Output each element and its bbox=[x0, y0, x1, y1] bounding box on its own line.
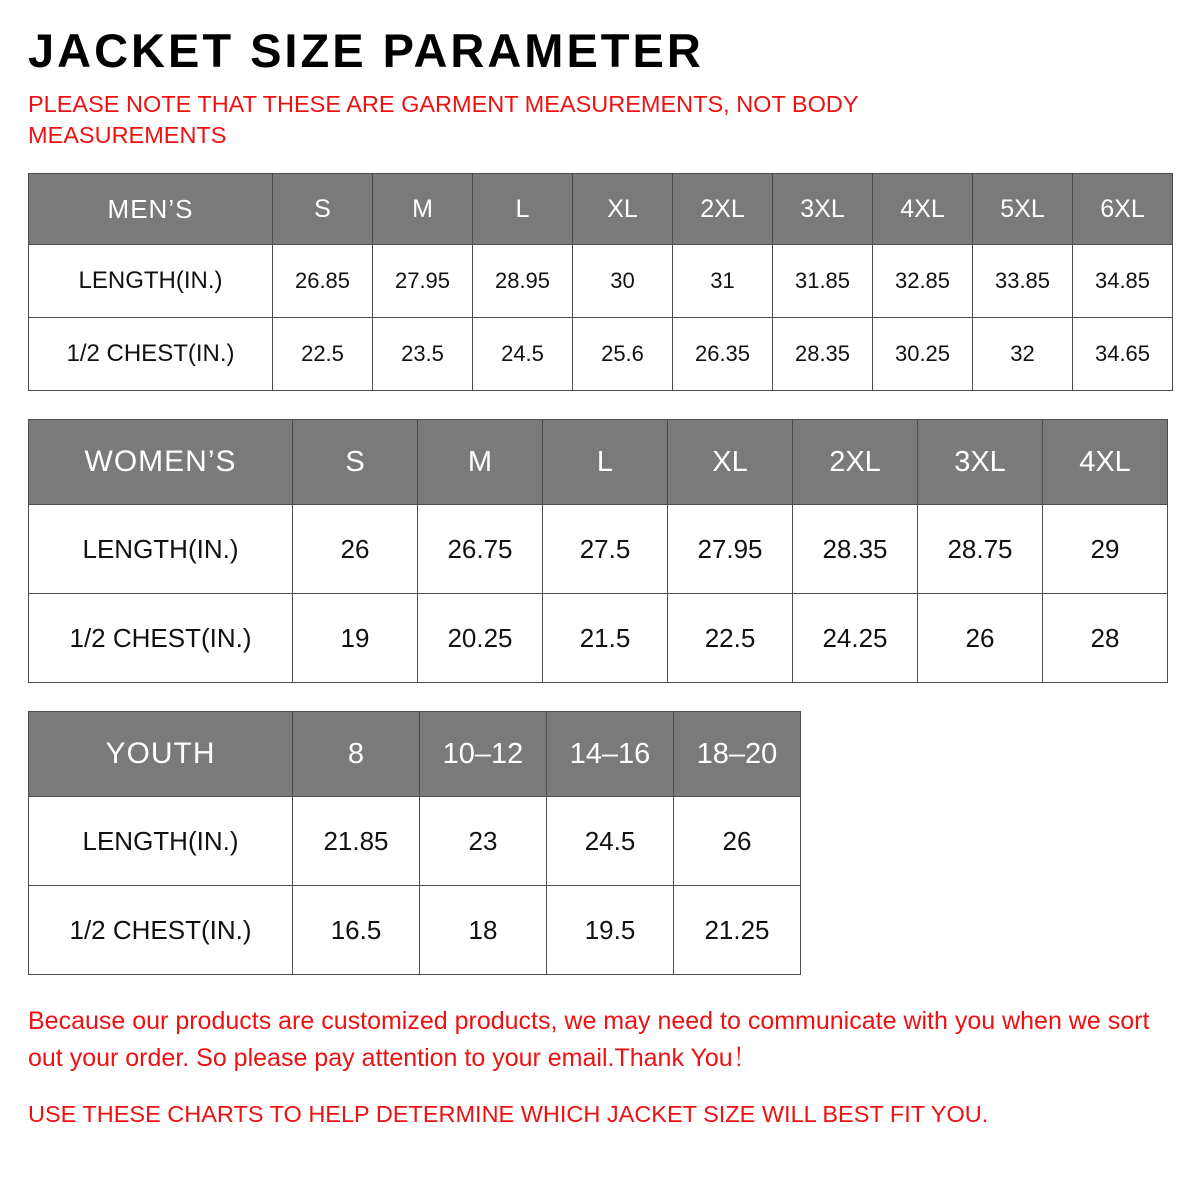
youth-chest-14-16: 19.5 bbox=[547, 886, 674, 975]
youth-size-14-16: 14–16 bbox=[547, 712, 674, 797]
mens-length-3xl: 31.85 bbox=[773, 245, 873, 318]
mens-length-label: LENGTH(IN.) bbox=[29, 245, 273, 318]
mens-chest-l: 24.5 bbox=[473, 318, 573, 391]
mens-size-table bbox=[28, 173, 1173, 391]
table-row bbox=[29, 797, 801, 886]
youth-chest-label: 1/2 CHEST(IN.) bbox=[29, 886, 293, 975]
customization-note: Because our products are customized products, we may need to communicate with you when we sort out your order. So please pay attention to your email.Thank You！ bbox=[28, 1007, 1150, 1072]
page-title: JACKET SIZE PARAMETER bbox=[28, 24, 704, 77]
womens-chest-3xl: 26 bbox=[918, 594, 1043, 683]
mens-length-2xl: 31 bbox=[673, 245, 773, 318]
womens-size-xl: XL bbox=[668, 420, 793, 505]
womens-chest-m: 20.25 bbox=[418, 594, 543, 683]
womens-size-table bbox=[28, 419, 1168, 683]
mens-chest-m: 23.5 bbox=[373, 318, 473, 391]
womens-chest-4xl: 28 bbox=[1043, 594, 1168, 683]
youth-chest-10-12: 18 bbox=[420, 886, 547, 975]
youth-header-label: YOUTH bbox=[29, 712, 293, 797]
mens-size-s: S bbox=[273, 174, 373, 245]
womens-length-l: 27.5 bbox=[543, 505, 668, 594]
table-row bbox=[29, 594, 1168, 683]
womens-size-m: M bbox=[418, 420, 543, 505]
youth-length-10-12: 23 bbox=[420, 797, 547, 886]
mens-chest-4xl: 30.25 bbox=[873, 318, 973, 391]
table-row bbox=[29, 712, 801, 797]
mens-chest-3xl: 28.35 bbox=[773, 318, 873, 391]
womens-length-s: 26 bbox=[293, 505, 418, 594]
mens-length-5xl: 33.85 bbox=[973, 245, 1073, 318]
womens-size-l: L bbox=[543, 420, 668, 505]
youth-length-8: 21.85 bbox=[293, 797, 420, 886]
mens-size-2xl: 2XL bbox=[673, 174, 773, 245]
mens-length-l: 28.95 bbox=[473, 245, 573, 318]
table-row bbox=[29, 245, 1173, 318]
youth-size-table bbox=[28, 711, 801, 975]
mens-length-xl: 30 bbox=[573, 245, 673, 318]
table-row bbox=[29, 420, 1168, 505]
youth-chest-18-20: 21.25 bbox=[674, 886, 801, 975]
mens-header-label: MEN’S bbox=[29, 174, 273, 245]
womens-length-label: LENGTH(IN.) bbox=[29, 505, 293, 594]
youth-size-8: 8 bbox=[293, 712, 420, 797]
mens-chest-xl: 25.6 bbox=[573, 318, 673, 391]
womens-length-3xl: 28.75 bbox=[918, 505, 1043, 594]
womens-size-2xl: 2XL bbox=[793, 420, 918, 505]
garment-measurement-note: PLEASE NOTE THAT THESE ARE GARMENT MEASUREMENTS, NOT BODY MEASUREMENTS bbox=[28, 91, 859, 149]
mens-chest-s: 22.5 bbox=[273, 318, 373, 391]
table-row bbox=[29, 318, 1173, 391]
mens-chest-6xl: 34.65 bbox=[1073, 318, 1173, 391]
mens-size-6xl: 6XL bbox=[1073, 174, 1173, 245]
mens-size-5xl: 5XL bbox=[973, 174, 1073, 245]
mens-length-4xl: 32.85 bbox=[873, 245, 973, 318]
youth-size-18-20: 18–20 bbox=[674, 712, 801, 797]
womens-header-label: WOMEN’S bbox=[29, 420, 293, 505]
mens-chest-2xl: 26.35 bbox=[673, 318, 773, 391]
mens-chest-label: 1/2 CHEST(IN.) bbox=[29, 318, 273, 391]
womens-chest-2xl: 24.25 bbox=[793, 594, 918, 683]
womens-size-3xl: 3XL bbox=[918, 420, 1043, 505]
table-row bbox=[29, 505, 1168, 594]
womens-length-m: 26.75 bbox=[418, 505, 543, 594]
womens-size-s: S bbox=[293, 420, 418, 505]
womens-chest-s: 19 bbox=[293, 594, 418, 683]
womens-length-2xl: 28.35 bbox=[793, 505, 918, 594]
youth-chest-8: 16.5 bbox=[293, 886, 420, 975]
womens-chest-xl: 22.5 bbox=[668, 594, 793, 683]
youth-length-18-20: 26 bbox=[674, 797, 801, 886]
womens-chest-l: 21.5 bbox=[543, 594, 668, 683]
mens-chest-5xl: 32 bbox=[973, 318, 1073, 391]
mens-size-xl: XL bbox=[573, 174, 673, 245]
mens-size-m: M bbox=[373, 174, 473, 245]
youth-size-10-12: 10–12 bbox=[420, 712, 547, 797]
mens-length-6xl: 34.85 bbox=[1073, 245, 1173, 318]
mens-size-4xl: 4XL bbox=[873, 174, 973, 245]
mens-size-l: L bbox=[473, 174, 573, 245]
youth-length-label: LENGTH(IN.) bbox=[29, 797, 293, 886]
womens-size-4xl: 4XL bbox=[1043, 420, 1168, 505]
womens-length-xl: 27.95 bbox=[668, 505, 793, 594]
table-row bbox=[29, 174, 1173, 245]
mens-length-m: 27.95 bbox=[373, 245, 473, 318]
table-row bbox=[29, 886, 801, 975]
womens-length-4xl: 29 bbox=[1043, 505, 1168, 594]
youth-length-14-16: 24.5 bbox=[547, 797, 674, 886]
mens-size-3xl: 3XL bbox=[773, 174, 873, 245]
chart-usage-note: USE THESE CHARTS TO HELP DETERMINE WHICH JACKET SIZE WILL BEST FIT YOU. bbox=[28, 1100, 989, 1127]
mens-length-s: 26.85 bbox=[273, 245, 373, 318]
womens-chest-label: 1/2 CHEST(IN.) bbox=[29, 594, 293, 683]
